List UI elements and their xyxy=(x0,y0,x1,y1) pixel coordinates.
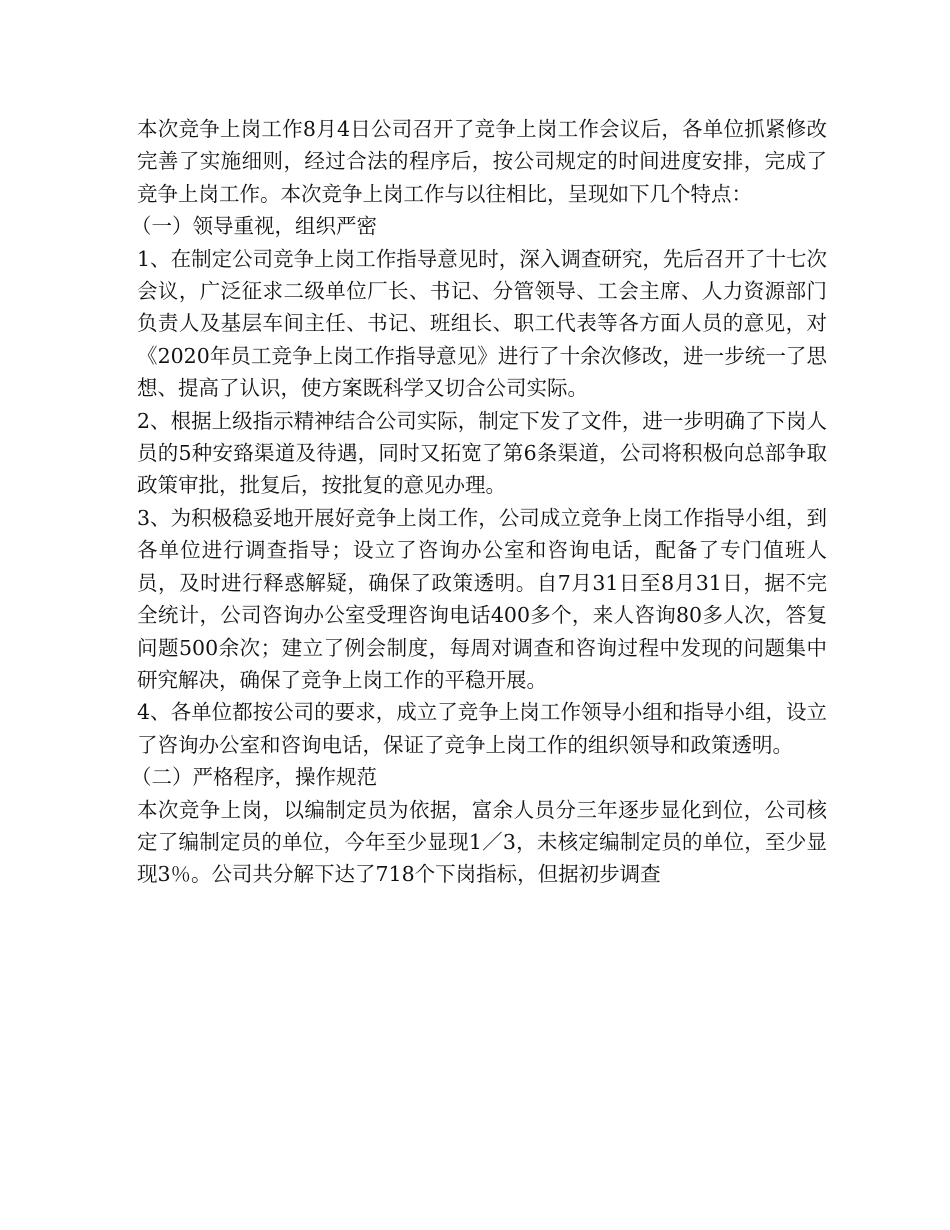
point-2-paragraph: 2、根据上级指示精神结合公司实际，制定下发了文件，进一步明确了下岗人员的5种安臵渠道及待遇，同时又拓宽了第6条渠道，公司将积极向总部争取政策审批，批复后，按批复的意见办理。 xyxy=(137,408,827,498)
document-body xyxy=(131,113,827,891)
point-3-paragraph: 3、为积极稳妥地开展好竞争上岗工作，公司成立竞争上岗工作指导小组，到各单位进行调查指导；设立了咨询办公室和咨询电话，配备了专门值班人员，及时进行释惑解疑，确保了政策透明。自7月31日至8月31日，据不完全统计，公司咨询办公室受理咨询电话400多个，来人咨询80多人次，答复问题500余次；建立了例会制度，每周对调查和咨询过程中发现的问题集中研究解决，确保了竞争上岗工作的平稳开展。 xyxy=(137,505,827,692)
point-4-paragraph: 4、各单位都按公司的要求，成立了竞争上岗工作领导小组和指导小组，设立了咨询办公室和咨询电话，保证了竞争上岗工作的组织领导和政策透明。 xyxy=(137,700,827,757)
section-heading-1: （一）领导重视，组织严密 xyxy=(131,214,377,239)
section-heading-2: （二）严格程序，操作规范 xyxy=(131,765,377,790)
intro-paragraph: 本次竞争上岗工作8月4日公司召开了竞争上岗工作会议后，各单位抓紧修改完善了实施细则，经过合法的程序后，按公司规定的时间进度安排，完成了竞争上岗工作。本次竞争上岗工作与以往相比，呈现如下几个特点： xyxy=(137,117,827,206)
point-1-paragraph: 1、在制定公司竞争上岗工作指导意见时，深入调查研究，先后召开了十七次会议，广泛征求二级单位厂长、书记、分管领导、工会主席、人力资源部门负责人及基层车间主任、书记、班组长、职工代表等各方面人员的意见，对《2020年员工竞争上岗工作指导意见》进行了十余次修改，进一步统一了思想、提高了认识，使方案既科学又切合公司实际。 xyxy=(137,246,827,401)
section-2-paragraph: 本次竞争上岗，以编制定员为依据，富余人员分三年逐步显化到位，公司核定了编制定员的单位，今年至少显现1／3，未核定编制定员的单位，至少显现3％。公司共分解下达了718个下岗指标，但据初步调查 xyxy=(137,797,827,887)
